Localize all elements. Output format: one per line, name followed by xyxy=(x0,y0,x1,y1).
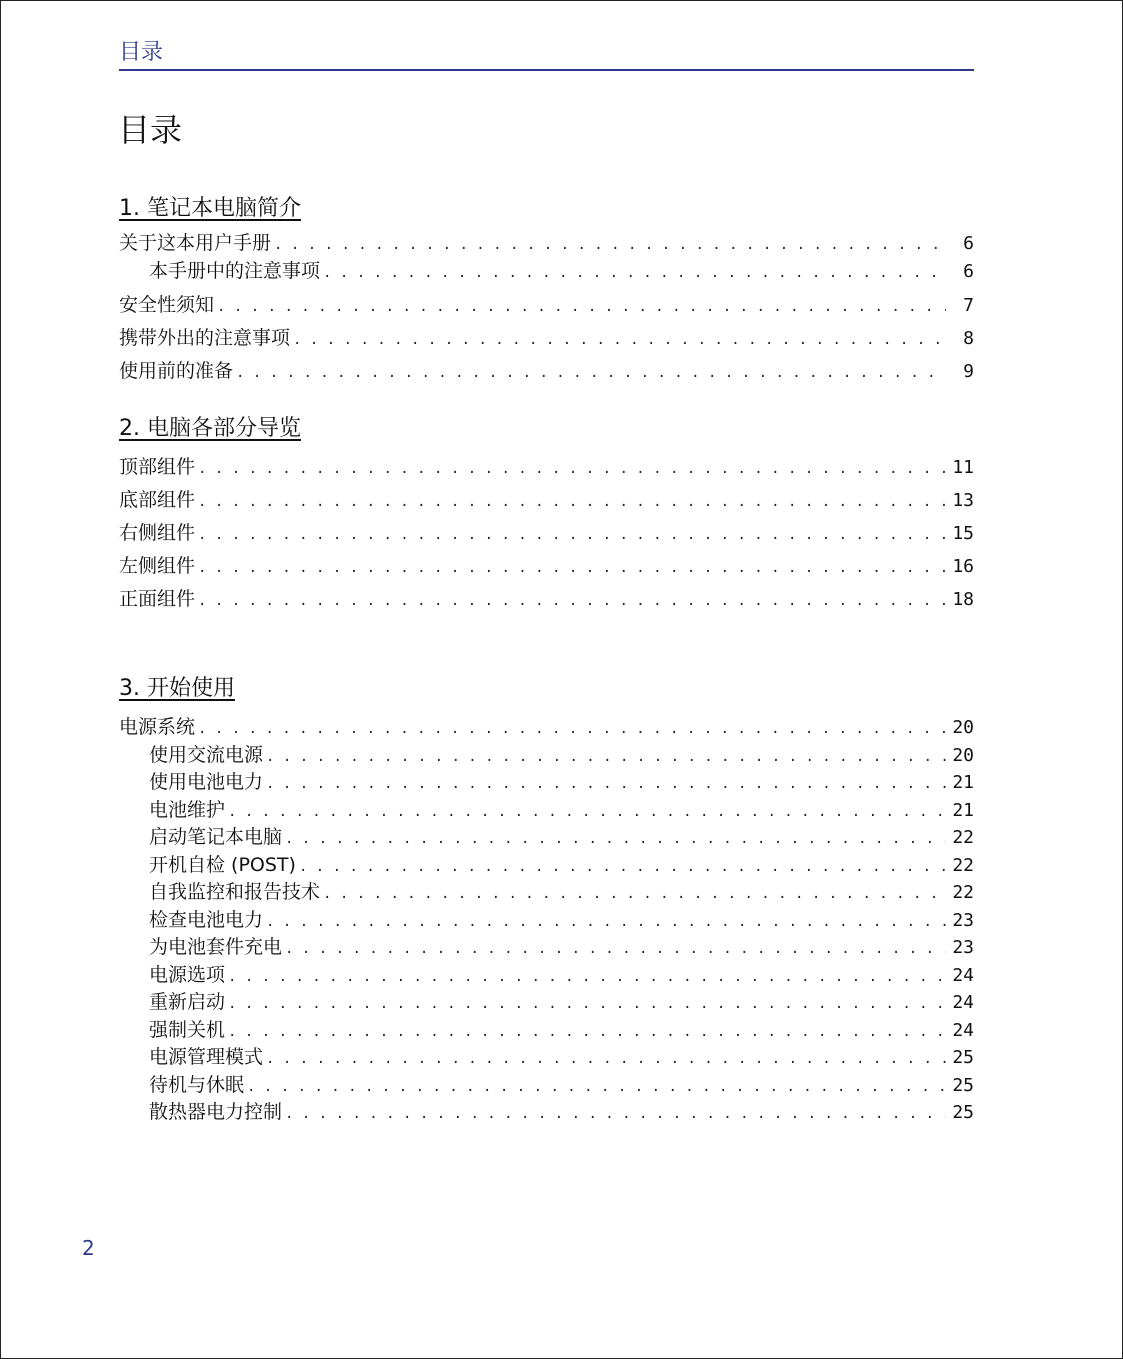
toc-entry-label: 使用交流电源 xyxy=(149,743,264,766)
dot-leader xyxy=(323,260,946,288)
toc-entry-page: 21 xyxy=(952,772,974,793)
dot-leader xyxy=(228,964,946,990)
dot-leader xyxy=(266,1046,946,1072)
running-head: 目录 xyxy=(119,38,974,71)
toc-entry-page: 6 xyxy=(963,233,974,254)
section-title: 3. 开始使用 xyxy=(119,676,235,701)
toc-entry[interactable] xyxy=(119,1072,974,1100)
toc-entry-label: 使用电池电力 xyxy=(149,771,264,793)
dot-leader xyxy=(285,936,946,962)
toc-entry-label: 重新启动 xyxy=(149,991,226,1013)
dot-leader xyxy=(247,1074,946,1100)
toc-entry-page: 8 xyxy=(963,328,974,349)
dot-leader xyxy=(285,1101,946,1127)
dot-leader xyxy=(266,744,946,770)
page-title: 目录 xyxy=(118,111,183,149)
toc-entry-page: 25 xyxy=(952,1074,974,1096)
toc-entry-page: 22 xyxy=(952,854,974,876)
section-title: 2. 电脑各部分导览 xyxy=(119,416,301,441)
toc-entry-page: 24 xyxy=(952,992,974,1013)
toc-entry-page: 21 xyxy=(952,799,974,821)
toc-entry[interactable] xyxy=(119,586,974,619)
toc-entry[interactable] xyxy=(119,258,974,292)
dot-leader xyxy=(217,294,946,322)
toc-entry[interactable] xyxy=(119,292,974,325)
toc-entry[interactable] xyxy=(119,358,974,391)
dot-leader xyxy=(198,489,946,517)
toc-entry-page: 7 xyxy=(963,295,974,316)
toc-entry[interactable] xyxy=(119,325,974,358)
toc-entry-label: 开机自检 (POST) xyxy=(149,853,296,876)
toc-entry-page: 22 xyxy=(952,827,974,848)
toc-entry-page: 6 xyxy=(963,261,974,282)
toc-entry[interactable] xyxy=(119,454,974,487)
dot-leader xyxy=(198,522,946,550)
toc-entry-page: 24 xyxy=(952,964,974,986)
toc-entry-label: 底部组件 xyxy=(119,489,196,511)
dot-leader xyxy=(299,854,946,880)
toc-entry-label: 检查电池电力 xyxy=(149,908,264,931)
toc-entry[interactable] xyxy=(119,934,974,962)
dot-leader xyxy=(285,826,946,852)
toc-entry-label: 电源选项 xyxy=(149,963,226,986)
toc-section-1 xyxy=(119,194,974,391)
toc-entry-label: 电源管理模式 xyxy=(149,1046,264,1068)
toc-entry-page: 15 xyxy=(952,523,974,544)
toc-entry[interactable] xyxy=(119,989,974,1017)
toc-entry[interactable] xyxy=(119,824,974,852)
toc-entry-page: 23 xyxy=(952,909,974,931)
toc-entry[interactable] xyxy=(119,487,974,520)
toc-entry[interactable] xyxy=(119,797,974,825)
toc-entry-page: 11 xyxy=(952,457,974,478)
toc-entry[interactable] xyxy=(119,714,974,742)
toc-entry-label: 右侧组件 xyxy=(119,522,196,544)
toc-entry-label: 使用前的准备 xyxy=(119,360,234,382)
toc-section-3 xyxy=(119,674,974,1127)
dot-leader xyxy=(266,771,946,797)
toc-entry-label: 电源系统 xyxy=(119,716,196,738)
toc-entry-label: 自我监控和报告技术 xyxy=(149,881,321,903)
toc-entry-label: 待机与休眠 xyxy=(149,1073,245,1096)
toc-entry-page: 16 xyxy=(952,556,974,577)
toc-entry-page: 22 xyxy=(952,882,974,903)
toc-entry-page: 20 xyxy=(952,744,974,766)
toc-entry-label: 左侧组件 xyxy=(119,555,196,577)
toc-entry-label: 安全性须知 xyxy=(119,294,215,316)
section-title: 1. 笔记本电脑简介 xyxy=(119,196,301,221)
toc-entry[interactable] xyxy=(119,907,974,935)
toc-entry[interactable] xyxy=(119,1044,974,1072)
toc-entry-label: 电池维护 xyxy=(149,798,226,821)
dot-leader xyxy=(198,456,946,484)
toc-entry[interactable] xyxy=(119,1017,974,1045)
toc-entry-label: 启动笔记本电脑 xyxy=(149,826,283,848)
page-number: 2 xyxy=(82,1236,95,1260)
toc-entry[interactable] xyxy=(119,742,974,770)
toc-entry-page: 24 xyxy=(952,1019,974,1041)
toc-entry-label: 顶部组件 xyxy=(119,456,196,478)
toc-entry-label: 关于这本用户手册 xyxy=(119,232,272,254)
dot-leader xyxy=(236,360,946,388)
toc-entry[interactable] xyxy=(119,962,974,990)
dot-leader xyxy=(198,555,946,583)
toc-entry[interactable] xyxy=(119,879,974,907)
dot-leader xyxy=(228,799,946,825)
toc-entry[interactable] xyxy=(119,1099,974,1127)
toc-entry-page: 25 xyxy=(952,1102,974,1123)
toc-entry[interactable] xyxy=(119,553,974,586)
toc-entry[interactable] xyxy=(119,230,974,258)
dot-leader xyxy=(228,991,946,1017)
toc-entry[interactable] xyxy=(119,769,974,797)
toc-section-2 xyxy=(119,414,974,619)
toc-entry-label: 携带外出的注意事项 xyxy=(119,327,291,349)
toc-entry-page: 20 xyxy=(952,717,974,738)
toc-entry-label: 强制关机 xyxy=(149,1018,226,1041)
toc-entry-label: 正面组件 xyxy=(119,588,196,610)
toc-entry-page: 25 xyxy=(952,1047,974,1068)
toc-entry-page: 23 xyxy=(952,937,974,958)
toc-entry-label: 为电池套件充电 xyxy=(149,936,283,958)
dot-leader xyxy=(274,232,946,258)
toc-entry-label: 本手册中的注意事项 xyxy=(149,260,321,282)
toc-entry[interactable] xyxy=(119,520,974,553)
dot-leader xyxy=(323,881,946,907)
dot-leader xyxy=(198,716,946,742)
toc-entry-page: 13 xyxy=(952,490,974,511)
toc-entry-page: 18 xyxy=(952,589,974,610)
dot-leader xyxy=(266,909,946,935)
dot-leader xyxy=(228,1019,946,1045)
dot-leader xyxy=(293,327,946,355)
dot-leader xyxy=(198,588,946,616)
toc-entry-label: 散热器电力控制 xyxy=(149,1101,283,1123)
toc-entry[interactable] xyxy=(119,852,974,880)
toc-entry-page: 9 xyxy=(963,361,974,382)
